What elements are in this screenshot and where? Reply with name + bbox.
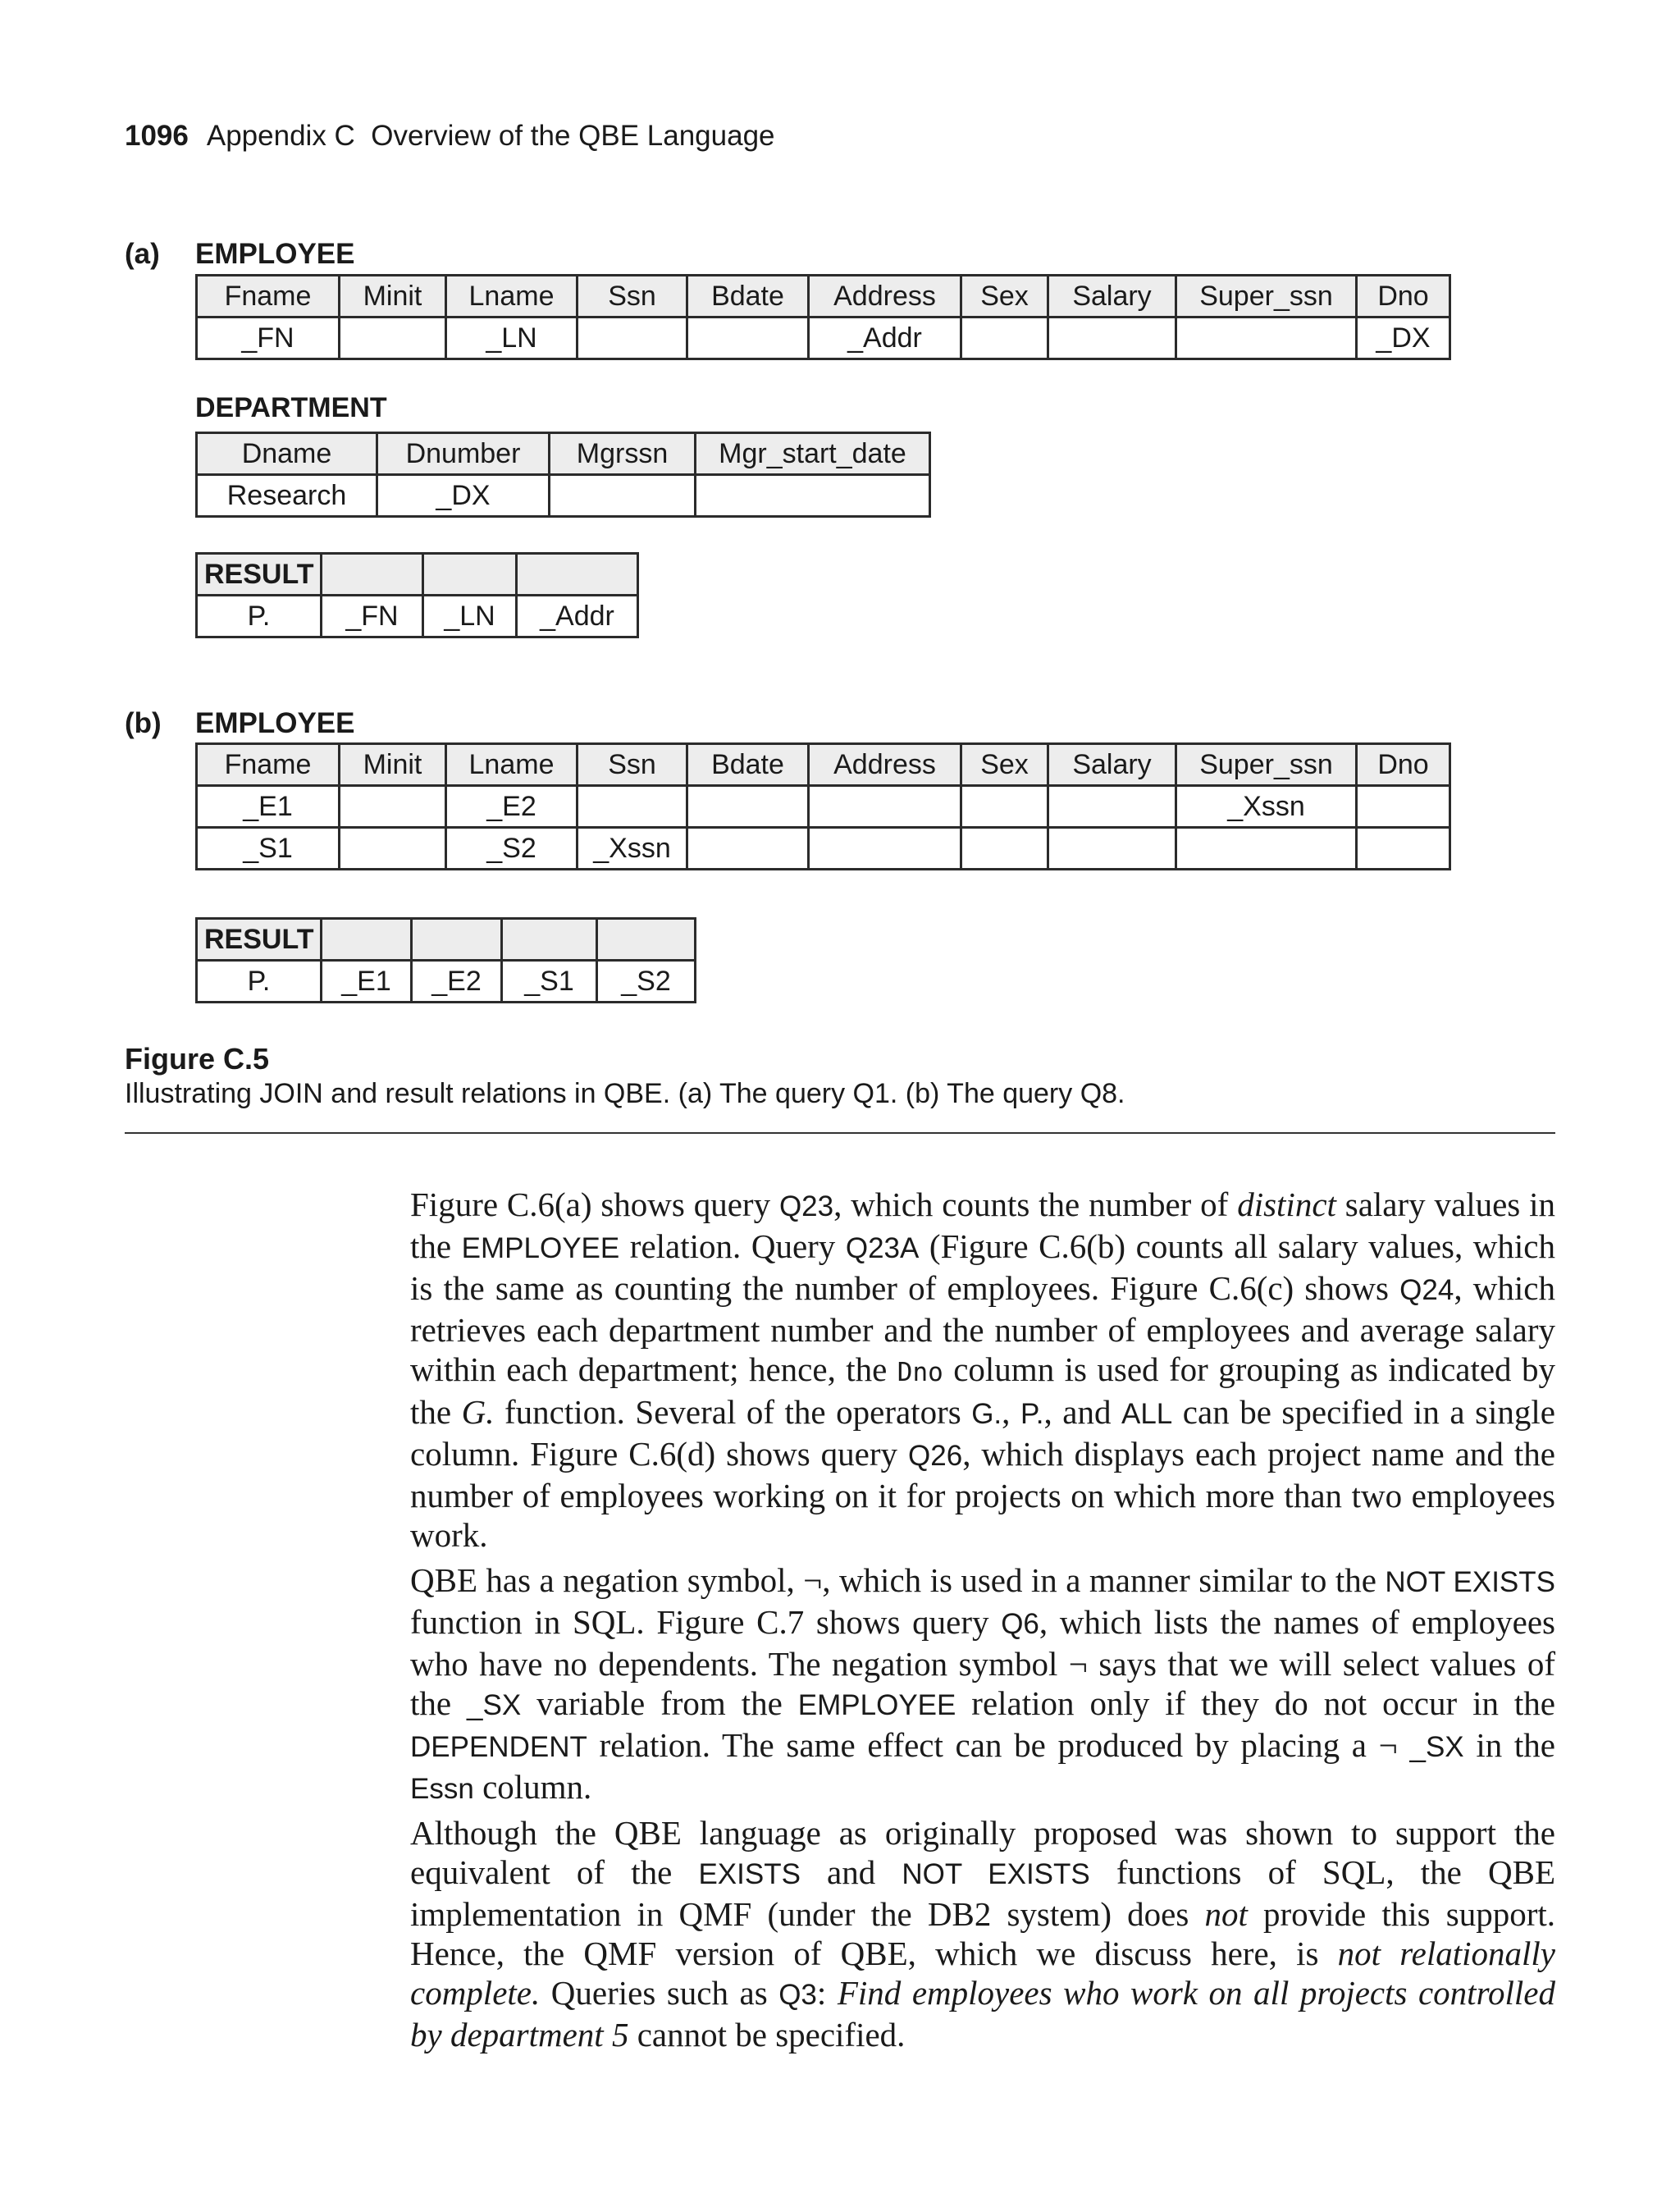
table-cell	[340, 786, 446, 828]
column-header: Lname	[446, 276, 578, 318]
column-header: Super_ssn	[1176, 276, 1357, 318]
column-header: Address	[809, 276, 961, 318]
table-cell	[687, 786, 809, 828]
paragraph-2: QBE has a negation symbol, ¬, which is used in a manner similar to the NOT EXISTS function in SQL. Figure C.7 shows query Q6, which lists the names of employees who have no dependents. The negation symbol ¬ says that we will select values of the _SX variable from the EMPLOYEE relation only if they do not occur in the DEPENDENT relation. The same effect can be produced by placing a ¬ _SX in the Essn column.	[410, 1561, 1556, 1806]
column-header: Bdate	[687, 276, 809, 318]
column-header: Salary	[1048, 744, 1176, 786]
table-row	[197, 786, 1450, 828]
table-cell: _FN	[197, 318, 340, 359]
table-cell	[961, 318, 1048, 359]
table-row	[197, 961, 696, 1003]
caption-rule	[125, 1132, 1555, 1134]
table-a-employee	[195, 274, 1451, 360]
table-cell: _E2	[446, 786, 578, 828]
column-header: Dname	[197, 433, 377, 475]
column-header: Sex	[961, 744, 1048, 786]
column-header: Ssn	[578, 276, 687, 318]
table-cell	[578, 318, 687, 359]
table-cell: P.	[197, 596, 322, 637]
part-a-label: (a)	[125, 238, 160, 270]
table-cell	[340, 318, 446, 359]
table-cell: _E1	[197, 786, 340, 828]
column-header: Super_ssn	[1176, 744, 1357, 786]
department-name: DEPARTMENT	[195, 392, 387, 423]
column-header	[322, 919, 412, 961]
column-header	[517, 554, 638, 596]
page-number: 1096	[125, 120, 189, 152]
column-header: Lname	[446, 744, 578, 786]
table-cell	[1048, 828, 1176, 870]
column-header	[412, 919, 502, 961]
column-header: Dno	[1357, 276, 1450, 318]
table-cell: _LN	[423, 596, 517, 637]
column-header: Ssn	[578, 744, 687, 786]
table-cell	[578, 786, 687, 828]
table-row	[197, 475, 930, 517]
column-header: Dnumber	[377, 433, 550, 475]
table-cell	[687, 828, 809, 870]
part-b-employee-name: EMPLOYEE	[195, 707, 355, 739]
table-cell: _DX	[377, 475, 550, 517]
table-a-department	[195, 432, 931, 518]
table-row	[197, 596, 638, 637]
table-cell	[1048, 786, 1176, 828]
table-cell	[696, 475, 930, 517]
table-cell	[1176, 828, 1357, 870]
figure-title: Figure C.5	[125, 1042, 270, 1076]
table-cell	[550, 475, 696, 517]
table-cell: _S1	[197, 828, 340, 870]
running-head	[125, 120, 775, 153]
column-header: Bdate	[687, 744, 809, 786]
column-header	[502, 919, 597, 961]
table-cell: _E1	[322, 961, 412, 1003]
table-cell: P.	[197, 961, 322, 1003]
column-header: Sex	[961, 276, 1048, 318]
column-header	[423, 554, 517, 596]
column-header: Minit	[340, 744, 446, 786]
table-cell	[1048, 318, 1176, 359]
column-header: Address	[809, 744, 961, 786]
table-cell: _LN	[446, 318, 578, 359]
column-header: Mgr_start_date	[696, 433, 930, 475]
table-row	[197, 828, 1450, 870]
column-header: Fname	[197, 744, 340, 786]
table-cell: _FN	[322, 596, 423, 637]
column-header: RESULT	[197, 554, 322, 596]
figure-caption: Illustrating JOIN and result relations in QBE. (a) The query Q1. (b) The query Q8.	[125, 1078, 1125, 1109]
table-cell: _S2	[597, 961, 696, 1003]
table-cell: Research	[197, 475, 377, 517]
column-header: Dno	[1357, 744, 1450, 786]
table-cell: _S2	[446, 828, 578, 870]
paragraph-3: Although the QBE language as originally proposed was shown to support the equivalent of the EXISTS and NOT EXISTS functions of SQL, the QBE implementation in QMF (under the DB2 system) does not provide this support. Hence, the QMF version of QBE, which we discuss here, is not relationally complete. Queries such as Q3: Find employees who work on all projects controlled by department 5 cannot be specified.	[410, 1814, 1556, 2054]
column-header: Salary	[1048, 276, 1176, 318]
table-b-result	[195, 917, 696, 1003]
table-cell: _DX	[1357, 318, 1450, 359]
table-cell	[1357, 828, 1450, 870]
paragraph-1: Figure C.6(a) shows query Q23, which counts the number of distinct salary values in the EMPLOYEE relation. Query Q23A (Figure C.6(b) counts all salary values, which is the same as counting the number of employees. Figure C.6(c) shows Q24, which retrieves each department number and the number of employees and average salary within each department; hence, the Dno column is used for grouping as indicated by the G. function. Several of the operators G., P., and ALL can be specified in a single column. Figure C.6(d) shows query Q26, which displays each project name and the number of employees working on it for projects on which more than two employees work.	[410, 1186, 1556, 1554]
table-cell: _Xssn	[1176, 786, 1357, 828]
table-cell	[1176, 318, 1357, 359]
column-header	[322, 554, 423, 596]
column-header	[597, 919, 696, 961]
table-cell: _S1	[502, 961, 597, 1003]
table-cell	[1357, 786, 1450, 828]
table-a-result	[195, 552, 639, 638]
table-row	[197, 318, 1450, 359]
table-cell: _Addr	[517, 596, 638, 637]
running-head-title: Appendix C Overview of the QBE Language	[206, 120, 775, 152]
table-cell: _Addr	[809, 318, 961, 359]
table-cell	[961, 828, 1048, 870]
table-cell: _E2	[412, 961, 502, 1003]
column-header: RESULT	[197, 919, 322, 961]
table-cell	[961, 786, 1048, 828]
part-a-heading	[125, 238, 354, 271]
table-b-employee	[195, 742, 1451, 870]
table-cell	[809, 786, 961, 828]
column-header: Fname	[197, 276, 340, 318]
part-b-label: (b)	[125, 707, 162, 739]
table-cell	[809, 828, 961, 870]
table-cell	[687, 318, 809, 359]
column-header: Minit	[340, 276, 446, 318]
column-header: Mgrssn	[550, 433, 696, 475]
table-cell: _Xssn	[578, 828, 687, 870]
table-cell	[340, 828, 446, 870]
part-a-employee-name: EMPLOYEE	[195, 238, 355, 270]
part-b-heading	[125, 707, 354, 740]
